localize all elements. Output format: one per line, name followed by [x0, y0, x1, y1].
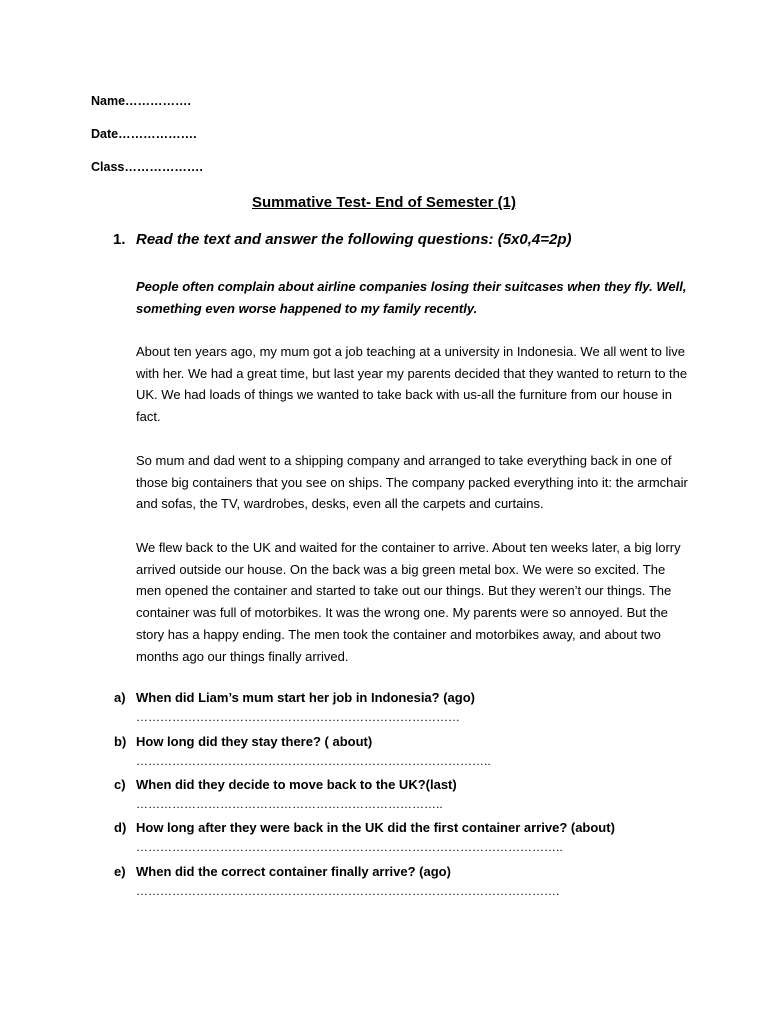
text-paragraph-1: About ten years ago, my mum got a job teaching at a university in Indonesia. We all went to live with her. We had a great time, but last year my parents decided that they wanted to return to the UK. We had loads of things we wanted to take back with us-all the furniture from our house in fact.	[136, 344, 688, 425]
question-text: How long after they were back in the UK did the first container arrive? (about)	[136, 820, 615, 835]
class-field: Class……………….	[91, 160, 203, 174]
answer-line[interactable]: ………………………………………………………………………	[136, 710, 460, 724]
question-letter: d)	[114, 820, 127, 835]
answer-line[interactable]: …………………………………………………………………………………………….	[136, 884, 560, 898]
question-letter: c)	[114, 777, 126, 792]
question-text: When did the correct container finally arrive? (ago)	[136, 864, 451, 879]
task-heading	[113, 231, 572, 248]
text-paragraph-2: So mum and dad went to a shipping company and arranged to take everything back in one of those big containers that you see on ships. The company packed everything into it: the armchair and sofas, the TV, wardrobes, desks, even all the carpets and curtains.	[136, 453, 688, 512]
text-intro: People often complain about airline companies losing their suitcases when they fly. Well, something even worse happened to my family recently.	[136, 279, 687, 316]
answer-line[interactable]: …………………………………………………………………..	[136, 797, 443, 811]
task-score: : (5x0,4=2p)	[488, 231, 572, 248]
answer-line[interactable]: ……………………………………………………………………………..	[136, 754, 491, 768]
question-text: When did Liam’s mum start her job in Indonesia? (ago)	[136, 690, 475, 705]
question-letter: b)	[114, 734, 127, 749]
date-field: Date……………….	[91, 127, 197, 141]
page-title: Summative Test- End of Semester (1)	[252, 194, 516, 211]
task-instruction: Read the text and answer the following questions	[136, 231, 489, 248]
text-paragraph-3: We flew back to the UK and waited for the container to arrive. About ten weeks later, a big lorry arrived outside our house. On the back was a big green metal box. We were so excited. The men opened the container and started to take out our things. But they weren’t our things. The container was full of motorbikes. It was the wrong one. My parents were so annoyed. But the story has a happy ending. The men took the container and motorbikes away, and about two months ago our things finally arrived.	[136, 540, 681, 664]
question-text: When did they decide to move back to the UK?(last)	[136, 777, 457, 792]
task-number: 1.	[113, 231, 126, 248]
answer-line[interactable]: ……………………………………………………………………………………………..	[136, 840, 563, 854]
question-letter: e)	[114, 864, 126, 879]
question-letter: a)	[114, 690, 126, 705]
name-field: Name…………….	[91, 94, 192, 108]
question-text: How long did they stay there? ( about)	[136, 734, 373, 749]
